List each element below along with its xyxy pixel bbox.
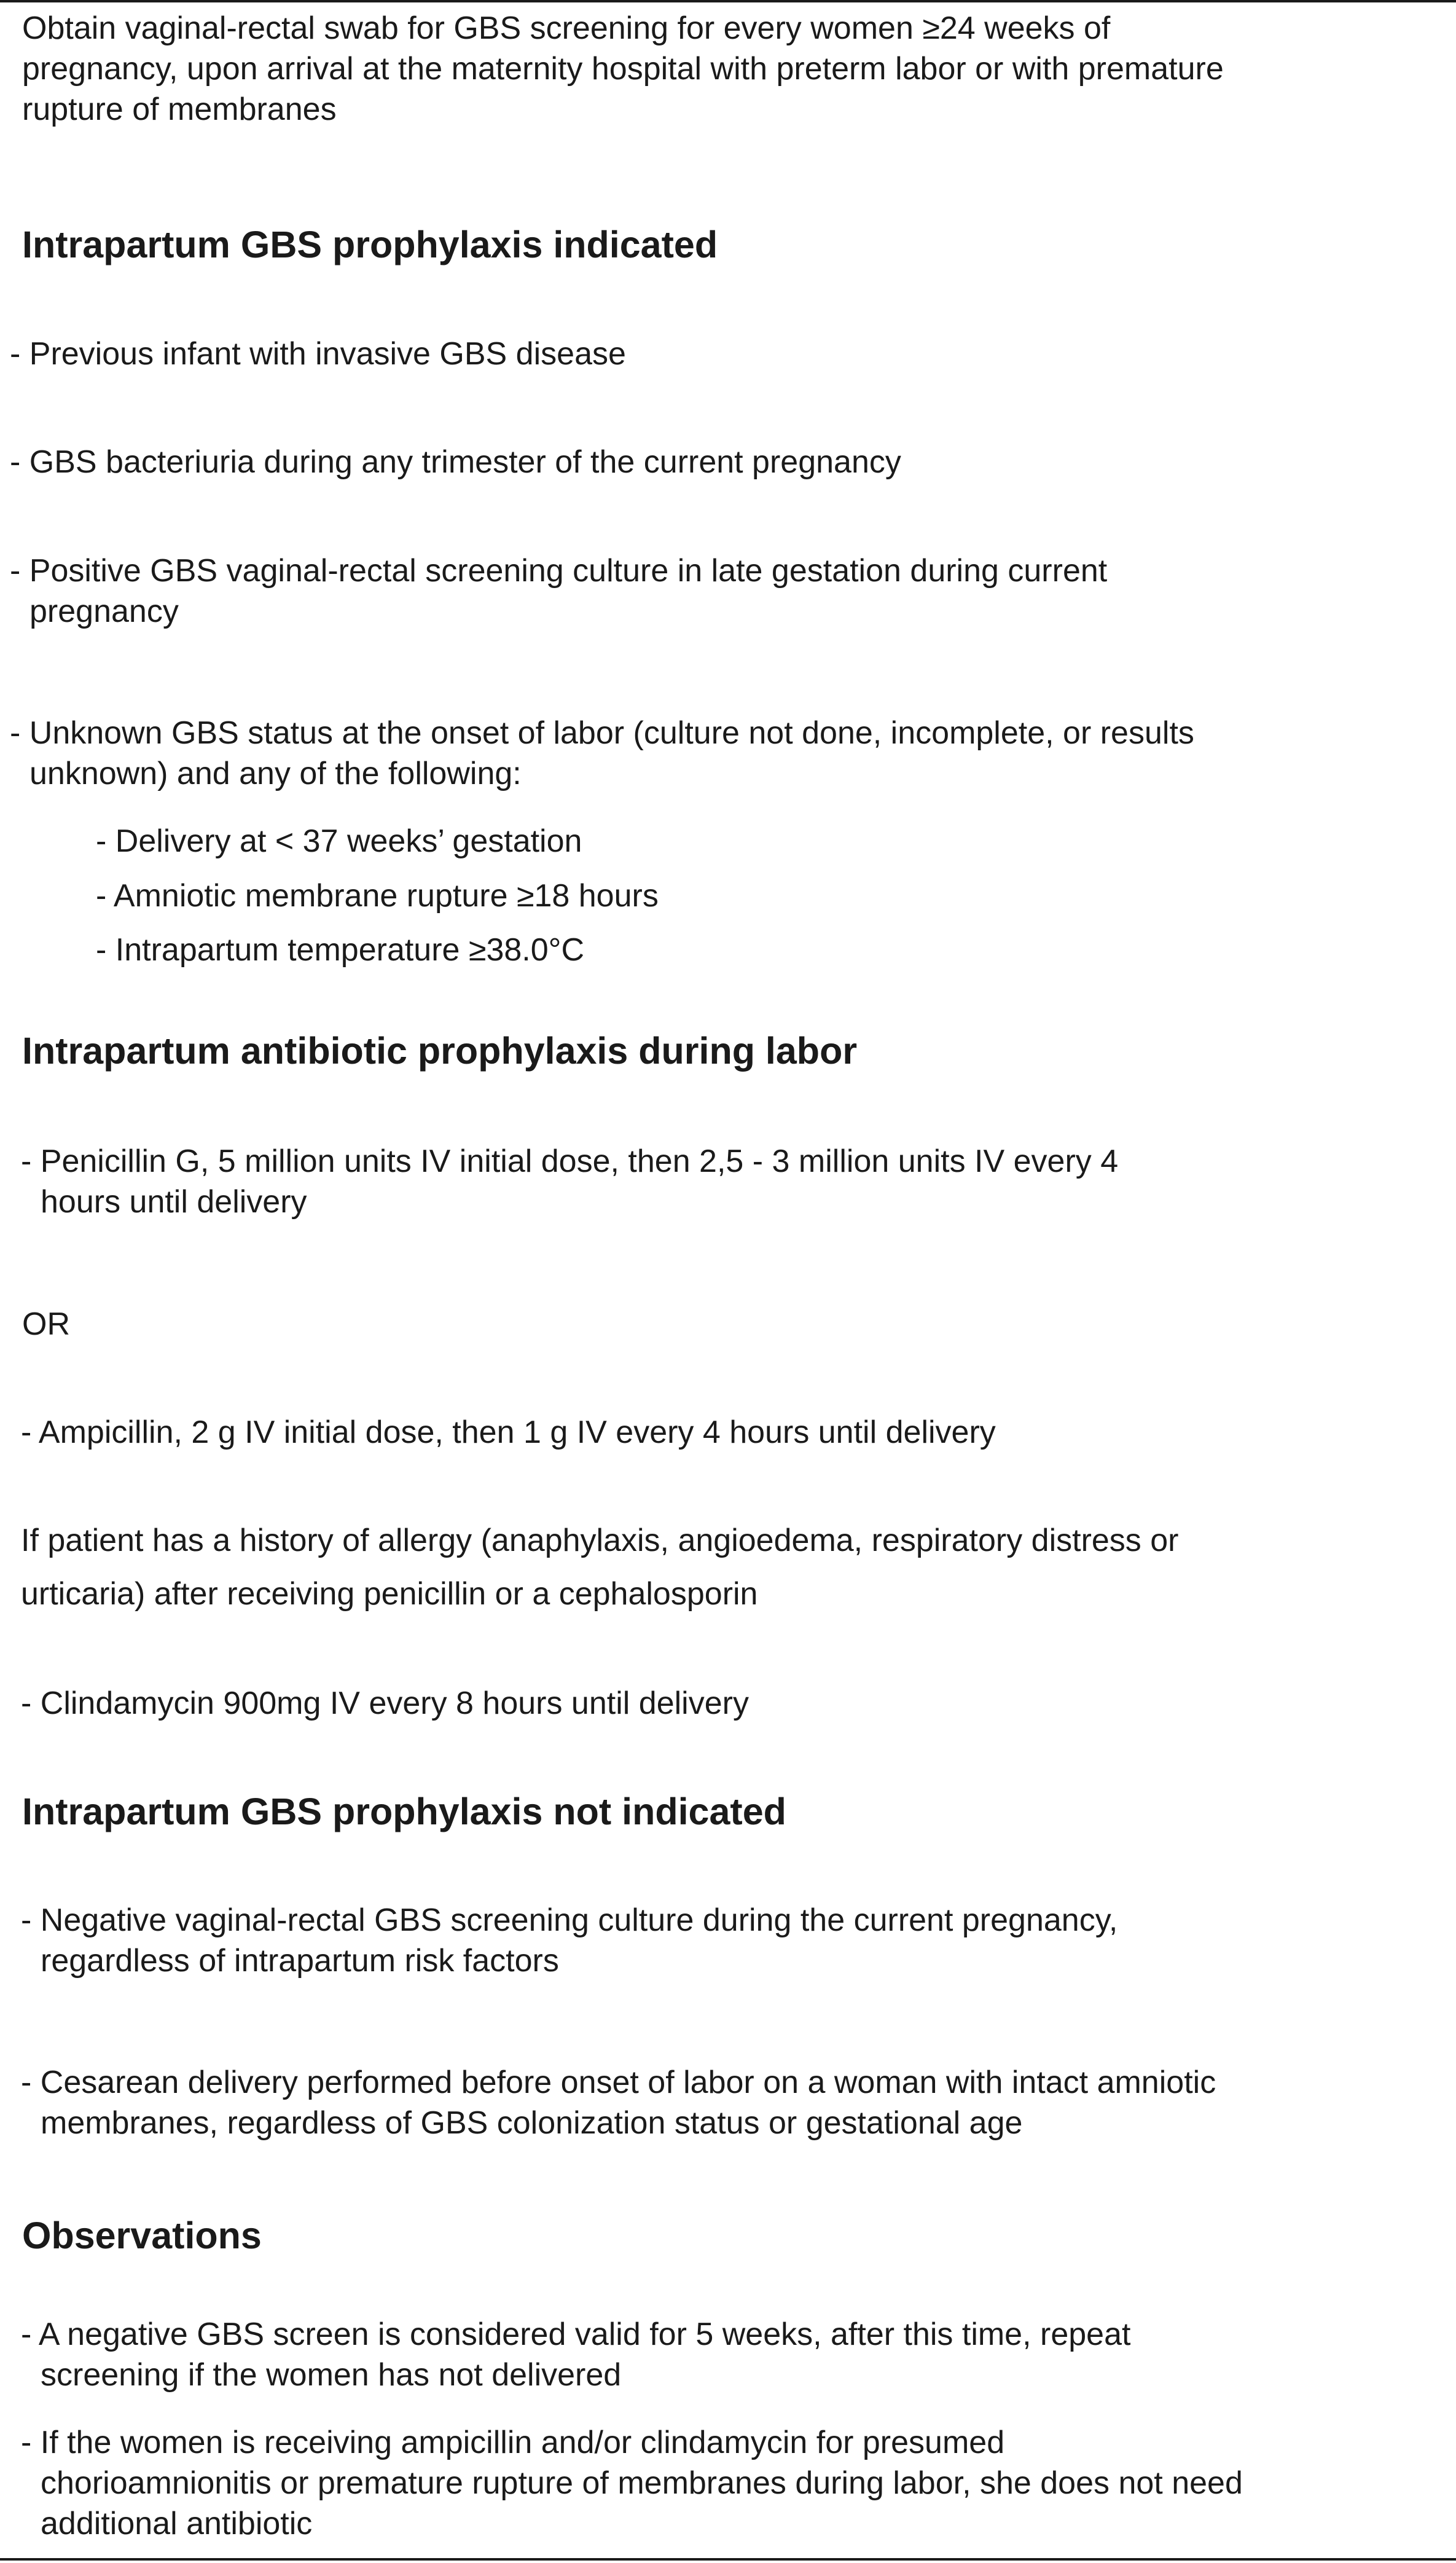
indicated-item-3-line-2: pregnancy xyxy=(29,594,179,629)
not-indicated-heading: Intrapartum GBS prophylaxis not indicated xyxy=(22,1791,786,1832)
or-label: OR xyxy=(22,1306,70,1342)
not-indicated-item-2-line-2: membranes, regardless of GBS colonization status or gestational age xyxy=(41,2105,1023,2141)
intro-line-2: pregnancy, upon arrival at the maternity hospital with preterm labor or with premature xyxy=(22,51,1224,87)
indicated-item-2: - GBS bacteriuria during any trimester of the current pregnancy xyxy=(10,444,901,480)
not-indicated-item-2-line-1: - Cesarean delivery performed before onset of labor on a woman with intact amniotic xyxy=(21,2065,1216,2100)
indicated-sub-3: - Intrapartum temperature ≥38.0°C xyxy=(96,932,585,968)
observations-item-2-line-3: additional antibiotic xyxy=(41,2506,313,2541)
indicated-sub-2: - Amniotic membrane rupture ≥18 hours xyxy=(96,878,659,914)
indicated-heading: Intrapartum GBS prophylaxis indicated xyxy=(22,224,718,265)
clindamycin-line: - Clindamycin 900mg IV every 8 hours until delivery xyxy=(21,1686,749,1721)
observations-heading: Observations xyxy=(22,2215,262,2256)
observations-item-2-line-1: - If the women is receiving ampicillin and/or clindamycin for presumed xyxy=(21,2425,1005,2460)
top-rule xyxy=(0,0,1456,2)
penicillin-line-2: hours until delivery xyxy=(41,1184,307,1220)
indicated-sub-1: - Delivery at < 37 weeks’ gestation xyxy=(96,823,582,859)
ampicillin-line: - Ampicillin, 2 g IV initial dose, then 1 g IV every 4 hours until delivery xyxy=(21,1415,996,1450)
observations-item-1-line-2: screening if the women has not delivered xyxy=(41,2357,622,2393)
indicated-item-4-line-2: unknown) and any of the following: xyxy=(29,756,522,791)
antibiotic-heading: Intrapartum antibiotic prophylaxis during labor xyxy=(22,1030,858,1072)
bottom-rule xyxy=(0,2558,1456,2561)
not-indicated-item-1-line-2: regardless of intrapartum risk factors xyxy=(41,1943,559,1979)
allergy-line-1: If patient has a history of allergy (anaphylaxis, angioedema, respiratory distress or xyxy=(21,1523,1179,1558)
indicated-item-1: - Previous infant with invasive GBS disease xyxy=(10,336,626,372)
allergy-line-2: urticaria) after receiving penicillin or a cephalosporin xyxy=(21,1576,758,1612)
indicated-item-4-line-1: - Unknown GBS status at the onset of labor (culture not done, incomplete, or results xyxy=(10,715,1194,751)
observations-item-2-line-2: chorioamnionitis or premature rupture of membranes during labor, she does not need xyxy=(41,2465,1243,2501)
intro-line-1: Obtain vaginal-rectal swab for GBS screening for every women ≥24 weeks of xyxy=(22,10,1111,46)
not-indicated-item-1-line-1: - Negative vaginal-rectal GBS screening culture during the current pregnancy, xyxy=(21,1902,1118,1938)
intro-line-3: rupture of membranes xyxy=(22,92,337,127)
penicillin-line-1: - Penicillin G, 5 million units IV initial dose, then 2,5 - 3 million units IV every 4 xyxy=(21,1144,1119,1179)
indicated-item-3-line-1: - Positive GBS vaginal-rectal screening culture in late gestation during current xyxy=(10,553,1108,589)
observations-item-1-line-1: - A negative GBS screen is considered valid for 5 weeks, after this time, repeat xyxy=(21,2317,1131,2352)
